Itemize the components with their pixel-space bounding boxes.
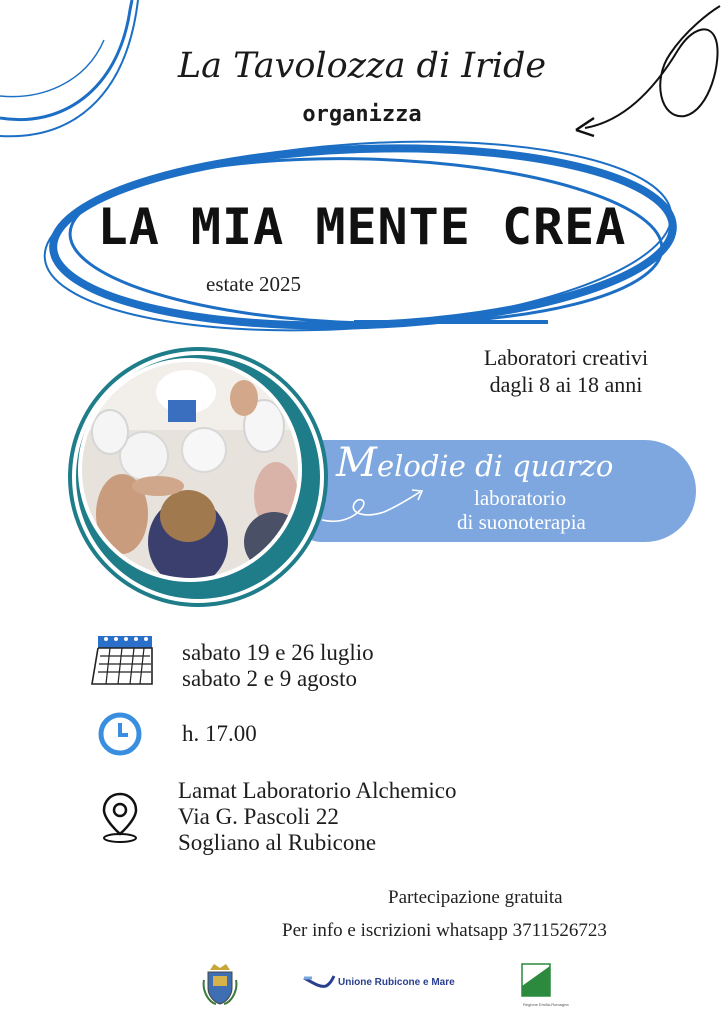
workshop-title-initial: M [336,440,377,486]
workshop-subtitle-line2: di suonoterapia [457,510,586,534]
region-logo-caption: Regione Emilia-Romagna [523,1002,569,1007]
location-pin-icon [98,790,142,846]
clock-icon [96,710,144,758]
workshop-photo [64,346,336,608]
workshop-title-rest: elodie di quarzo [376,449,614,483]
organizer-name: La Tavolozza di Iride [177,46,547,86]
calendar-icon [88,632,158,690]
event-season: estate 2025 [206,272,302,296]
event-title: LA MIA MENTE CREA [97,198,627,256]
squiggle-arrow [318,484,428,534]
target-audience-line2: dagli 8 ai 18 anni [489,372,643,397]
location-line1: Lamat Laboratorio Alchemico [178,778,457,803]
contact-info: Per info e iscrizioni whatsapp 3711526723 [282,920,607,941]
participation-note: Partecipazione gratuita [388,887,563,908]
region-logo [520,962,552,1000]
workshop-title [336,440,613,486]
location-line2: Via G. Pascoli 22 [178,804,339,829]
organizes-label: organizza [302,102,422,127]
dates-line1: sabato 19 e 26 luglio [182,640,374,665]
dates-line2: sabato 2 e 9 agosto [182,666,358,691]
coat-of-arms-logo [202,962,238,1006]
union-logo-mark [302,972,336,992]
workshop-subtitle-line1: laboratorio [474,486,567,510]
union-logo-text: Unione Rubicone e Mare [338,977,455,988]
target-audience-line1: Laboratori creativi [483,345,649,370]
location-line3: Sogliano al Rubicone [178,830,377,855]
event-time: h. 17.00 [182,721,257,746]
